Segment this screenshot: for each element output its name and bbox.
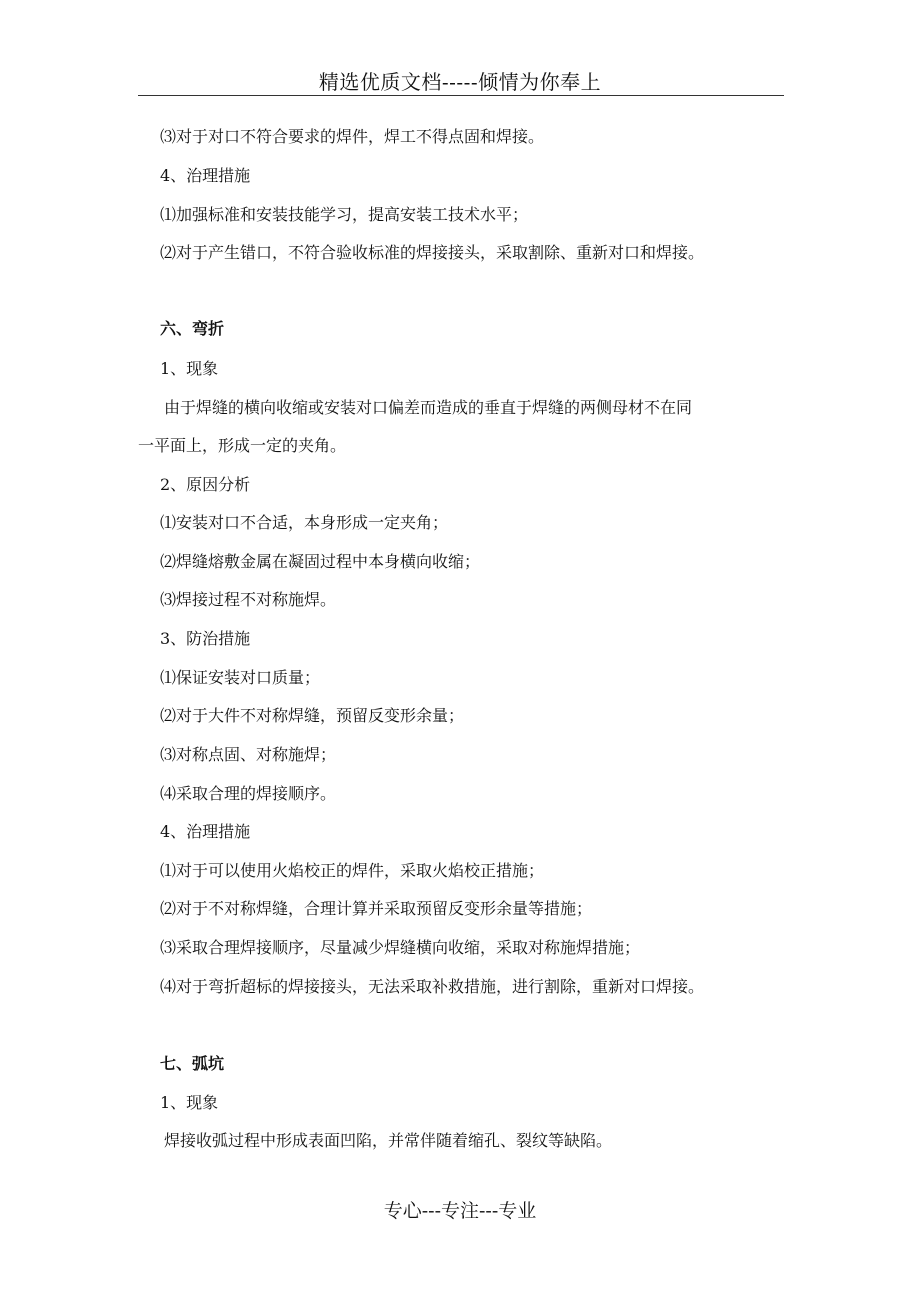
subheading: 4、治理措施 [160, 166, 251, 185]
list-item: ⑵对于大件不对称焊缝，预留反变形余量； [160, 706, 465, 725]
list-item: ⑷对于弯折超标的焊接接头，无法采取补救措施，进行割除，重新对口焊接。 [160, 977, 705, 996]
list-item: ⑴保证安装对口质量； [160, 668, 321, 687]
list-item: ⑴对于可以使用火焰校正的焊件，采取火焰校正措施； [160, 861, 545, 880]
section-heading: 六、弯折 [160, 319, 225, 338]
paragraph-line: 由于焊缝的横向收缩或安装对口偏差而造成的垂直于焊缝的两侧母材不在同 [164, 398, 693, 417]
list-item: ⑷采取合理的焊接顺序。 [160, 784, 337, 803]
list-item: ⑶采取合理焊接顺序，尽量减少焊缝横向收缩，采取对称施焊措施； [160, 938, 641, 957]
subheading: 1、现象 [160, 1093, 219, 1112]
list-item: ⑵对于产生错口，不符合验收标准的焊接接头，采取割除、重新对口和焊接。 [160, 243, 705, 262]
header-divider [138, 95, 784, 96]
paragraph-line: 焊接收弧过程中形成表面凹陷，并常伴随着缩孔、裂纹等缺陷。 [164, 1131, 613, 1150]
subheading: 1、现象 [160, 359, 219, 378]
list-item: ⑶对于对口不符合要求的焊件，焊工不得点固和焊接。 [160, 127, 545, 146]
subheading: 4、治理措施 [160, 822, 251, 841]
list-item: ⑶焊接过程不对称施焊。 [160, 590, 337, 609]
paragraph-line: 一平面上，形成一定的夹角。 [138, 436, 347, 455]
subheading: 3、防治措施 [160, 629, 251, 648]
list-item: ⑶对称点固、对称施焊； [160, 745, 337, 764]
list-item: ⑵对于不对称焊缝，合理计算并采取预留反变形余量等措施； [160, 899, 593, 918]
list-item: ⑵焊缝熔敷金属在凝固过程中本身横向收缩； [160, 552, 481, 571]
list-item: ⑴安装对口不合适，本身形成一定夹角； [160, 513, 449, 532]
page-footer: 专心---专注---专业 [383, 1200, 537, 1222]
page-header: 精选优质文档-----倾情为你奉上 [318, 70, 602, 94]
subheading: 2、原因分析 [160, 475, 251, 494]
list-item: ⑴加强标准和安装技能学习，提高安装工技术水平； [160, 205, 529, 224]
section-heading: 七、弧坑 [160, 1054, 225, 1073]
